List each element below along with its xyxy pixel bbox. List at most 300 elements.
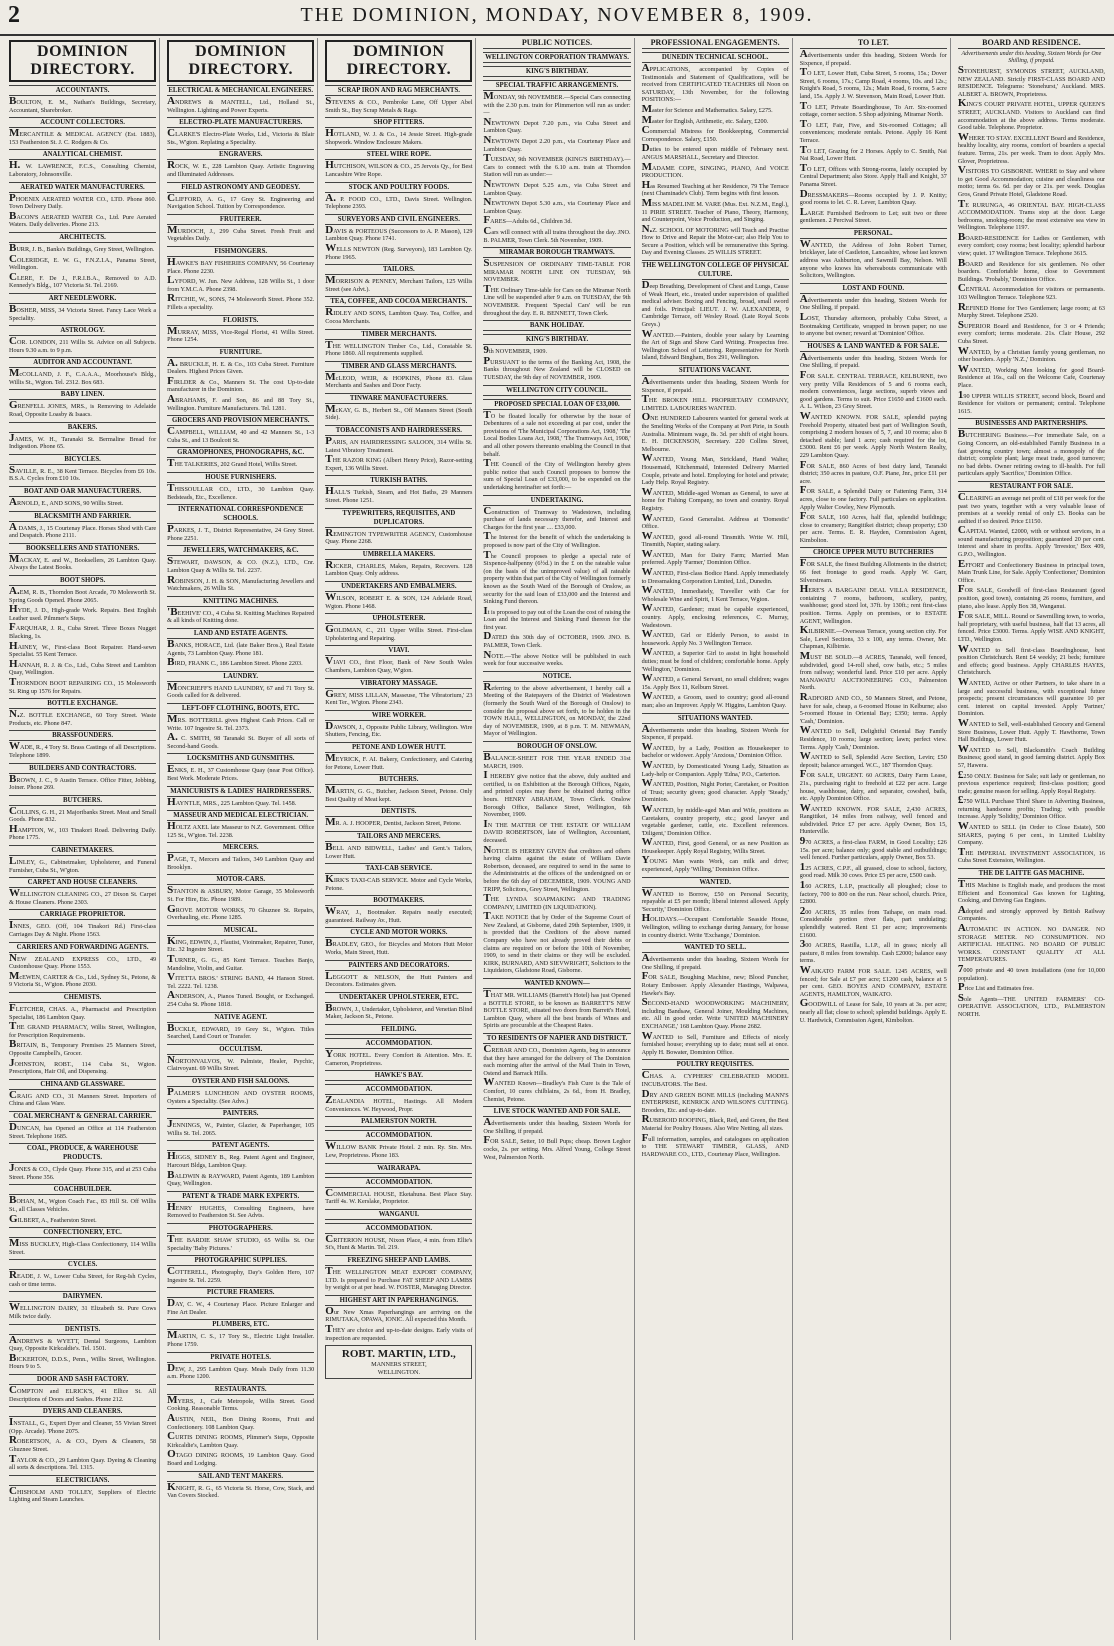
notice-item: Advertisements under this heading, Sixteen Words for One Shilling, if prepaid. (641, 952, 789, 971)
section-heading: HIGHEST ART IN PAPERHANGINGS. (325, 1295, 472, 1306)
notice-heading: CHOICE UPPER MUTU BUTCHERIES (800, 547, 947, 558)
directory-entry: COTTERELL, Photography, Day's Golden Hero, 107 Ingestre St. Tel. 2259. (167, 1265, 315, 1284)
notice-heading: BOROUGH OF ONSLOW. (483, 741, 630, 752)
notice-item: THE BROKEN HILL PROPRIETARY COMPANY, LIMITED. LABOURERS WANTED. (641, 393, 789, 412)
directory-section (9, 698, 156, 727)
notice-heading: THE DE LAITTE GAS MACHINE. (958, 868, 1105, 879)
directory-section (167, 1223, 314, 1252)
section-heading: PRIVATE HOTELS. (167, 1352, 314, 1363)
notice-item: Deep Breathing, Development of Chest and Lungs, Cause of Weak Heart, etc., treated under supervision of qualified medical adviser. Boxing and Fencing, broad, small sword and foils. Principal: LIEUT. J. W. ALEXANDER, 9 Cambridge Terrace, off Wesley Road. (Late Royal Scots Greys.) (641, 279, 789, 329)
notice-item: CHAS. A. CYPHERS' CELEBRATED MODEL INCUBATORS. The Best. (641, 1069, 789, 1088)
column-directory-2 (164, 38, 318, 1640)
section-heading: TEA, COFFEE, AND COCOA MERCHANTS. (325, 296, 472, 307)
notice-item: THIS Machine is English made, and produces the most Efficient and Economical Gas known for Lighting, Cooking, and Driving Gas Engines. (957, 878, 1105, 905)
notice-item: FOR SALE, MILL. Round or Sawmilling town, to works, half proprietary, with useful business, half flat 13 acres, all fenced. Price £3000. Terms. Apply WISE AND KNIGHT, LTD., Wellington. (957, 609, 1105, 643)
directory-entry: NEW ZEALAND EXPRESS CO., LTD., 49 Customhouse Quay. Phone 1553. (9, 951, 157, 971)
directory-section (9, 389, 156, 418)
directory-section (325, 1116, 472, 1127)
notice-item: VISITORS TO GISBORNE. WHERE to Stay and where to get Good Accommodation; cuisine and cleanliness our motto; terms 6s. 6d. per day or 21s. per week. Douglas Gros, Grand Private Hotel, Gladstone Road. (957, 164, 1105, 198)
section-heading: FIELD ASTRONOMY AND GEODESY. (167, 182, 314, 193)
section-heading: ARCHITECTS. (9, 232, 156, 243)
notice-item: IN THE MATTER OF THE ESTATE OF WILLIAM DAVID ROBERTSON, late of Wellington, Accountant, deceased. (483, 817, 631, 844)
notice-item: WANTED KNOWN. FOR SALE, 2,430 ACRES, Rangitikei, 14 miles from railway, well fenced and subdivided. Price £7 per acre. Apply Owner, Box 15, Hunterville. (799, 801, 947, 836)
section-heading: FREEZING SHEEP AND LAMBS. (325, 1255, 472, 1266)
section-heading: LAUNDRY. (167, 671, 314, 682)
notice-item: Advertisements under this heading, Sixteen Words for One Shilling, if prepaid. (799, 292, 947, 312)
directory-entry: A.EM, R. B., Thorndon Boot Arcade, 70 Molesworth St. Spring Goods Opened. Phone 2065. (9, 585, 157, 604)
directory-section (167, 1352, 314, 1381)
directory-section (325, 1038, 472, 1067)
directory-entry: KING, EDWIN, J., Flautist, Vioinmaker, Repairer, Tuner, Etc. 32 Ingestre Street. (167, 934, 315, 954)
section-heading: LOCKSMITHS AND GUNSMITHS. (167, 753, 314, 764)
directory-entry: 'BEEHIVE' CO., 4 Cuba St. Knitting Machines Repaired & all kinds of Knitting done. (167, 605, 315, 625)
section-heading: FURNITURE. (167, 347, 314, 358)
footer-advert (325, 1345, 472, 1379)
directory-entry: LINLEY, G., Cabinetmaker, Upholsterer, and Funeral Furnisher, Cuba St., W'gton. (9, 855, 157, 874)
notice-item: The Council proposes to pledge a special rate of Sixpence-halfpenny (6½d.) in the £ on the rateable value (on the basis of the unimproved value) of all rateable property within that part of the City of Wellington formerly known as the South Ward of the Borough of Onslow, as security for the said loan of £33,000 and the Interest and Sinking Fund thereon. (483, 548, 631, 606)
notice-item: LOST, Thursday afternoon, probably Cuba Street, a Bootmaking Certificate, wrapped in brown paper; no use to anyone but owner; reward at 'Dominion' Office. (799, 311, 947, 338)
column-header: TO LET. (800, 38, 947, 49)
directory-section (167, 842, 314, 871)
section-heading: MERCERS. (167, 842, 314, 853)
section-heading: ELECTRO-PLATE MANUFACTURERS. (167, 117, 314, 128)
directory-section (325, 895, 472, 924)
directory-banner: DOMINION DIRECTORY. (9, 40, 156, 82)
directory-entry: THE GRAND PHARMACY, Willis Street, Wellington, for Prescription Requirements. (9, 1020, 157, 1039)
directory-section (325, 742, 472, 771)
notice-item: Adopted and strongly approved by British Railway Companies. (957, 903, 1105, 923)
directory-entry: DAY, C. W., 4 Courtenay Place. Picture Enlarger and Fine Art Dealer. (167, 1297, 315, 1316)
directory-entry: PALMER'S LUNCHEON AND OYSTER ROOMS, Oysters a Speciality. (See Advs.) (167, 1085, 315, 1105)
column-directory-1 (6, 38, 160, 1640)
section-heading: UPHOLSTERER. (325, 613, 472, 624)
section-heading: CYCLES. (9, 1259, 156, 1270)
notice-item: 160 ACRES, L.I.P., practically all ploughed; close to factory, 700 to 800 on the run. Near school, church. Price, £2800. (799, 879, 947, 906)
directory-section (9, 1406, 156, 1472)
notice-item: WANTED.—Painters, double your salary by Learning the Art of Sign and Show Card Writing. Prospectus free. Wellington School of Lettering. Representative for North Island, Edward Bingham, Box 291, Wellington. (641, 327, 789, 362)
directory-section (325, 863, 472, 892)
directory-entry: GRENFELL JONES, MRS., is Removing to Adelaide Road, Opposite Loasby & Isaacs. (9, 399, 157, 419)
section-heading: CARPET AND HOUSE CLEANERS. (9, 877, 156, 888)
notice-item: THE LYNDA SOAPMAKING AND TRADING COMPANY, LIMITED (IN LIQUIDATION). (483, 892, 631, 911)
directory-section (325, 508, 472, 546)
notice-item: HERE'S A BARGAIN! DEAL VILLA RESIDENCE, containing 7 rooms, bathroom, scullery, pantry, washhouse; good sized lot, 37ft. by 130ft.; rent first-class position. Terms. Apply on premises, or to ESTATE AGENT, Wellington. (799, 583, 947, 625)
directory-entry: MACKAY, E. and W., Booksellers, 26 Lambton Quay. Always the Latest Books. (9, 552, 157, 572)
directory-entry: THE BARDIE SHAW STUDIO, 65 Willis St. Our Speciality 'Baby Pictures.' (167, 1232, 315, 1252)
notice-item: Master for English, Arithmetic, etc. Salary, £200. (641, 113, 769, 126)
notice-item: THE Ordinary Time-table for Cars on the Miramar North Line will be suspended after 9 a.m. on TUESDAY, the 9th NOVEMBER. Frequent 'Special Cars' will be run throughout the day. E. R. BENNETT, Town Clerk. (483, 282, 631, 317)
directory-entry: PARKES, J. T., District Representative, 24 Grey Street. Phone 2251. (167, 523, 315, 542)
notice-heading: UNDERTAKING. (483, 495, 630, 506)
directory-entry: MURRAY, MISS, Vice-Regal Florist, 41 Willis Street. Phone 1254. (167, 324, 315, 344)
directory-entry: THEY are choice and up-to-date designs. Early visits of inspection are requested. (325, 1322, 473, 1342)
column-header: BOARD AND RESIDENCE. (958, 38, 1105, 49)
notice-heading: SITUATIONS WANTED. (642, 713, 789, 724)
directory-section (325, 1255, 472, 1292)
directory-section (325, 361, 472, 390)
directory-entry: MR. A. J. HOOPER, Dentist, Jackson Street, Petone. (325, 816, 462, 829)
notice-item: DRY AND GREEN BONE MILLS (including MANN'S ENTERPRISE, KENRICK AND WILSON'S CUTTING). Brooders, Etc. and up-to-date. (641, 1087, 789, 1114)
notice-item: FOR SALE, 860 Acres of best dairy land, Taranaki district; 350 acres in pasture, O.F. Piane, Jnr., price £11 per acre. (799, 458, 947, 485)
notice-heading: WELLINGTON CITY COUNCIL. (483, 385, 630, 396)
notice-heading: WANTED KNOWN— (483, 978, 630, 989)
section-heading: STOCK AND POULTRY FOODS. (325, 182, 472, 193)
directory-entry: ROBERTSON, A. & CO., Dyers & Cleaners, 58 Ghuznee Street. (9, 1434, 157, 1453)
directory-entry: HOTLAND, W. J. & Co., 14 Jessie Street. High-grade Shopwork. Window Enclosure Makers. (325, 127, 473, 146)
directory-section (167, 1140, 314, 1187)
notice-item: WANTED, by a Christian family young gentleman, no other boarders. Apply 'N.Z.,' Dominion. (957, 344, 1105, 364)
directory-section (167, 117, 314, 146)
notice-item: 7000 private and 40 town installations (one for 10,000 population). (957, 962, 1105, 982)
section-heading: AUDITOR AND ACCOUNTANT. (9, 357, 156, 368)
notice-item: Advertisements under this heading, Sixteen Words for Sixpence, if prepaid. (799, 48, 947, 67)
directory-entry: HANNAH, R. J. & Co., Ltd., Cuba Street and Lambton Quay, Wellington. (9, 657, 157, 677)
advert-line: MANNERS STREET, (371, 1361, 427, 1369)
section-heading: ENGRAVERS. (167, 149, 314, 160)
directory-entry: LYFORD, W. Jun. New Address, 128 Willis St., 1 door from Y.M.C.A. Phone 2398. (167, 274, 315, 293)
notice-item: RADFORD AND CO., 50 Manners Street, and Petone, have for sale, cheap, a 6-roomed House in Kelburne; also 5-roomed House in Oriental Bay; £350; terms. Apply 'Cash,' Dominion. (799, 690, 947, 725)
page-columns (6, 38, 1108, 1640)
advert-line: WELLINGTON. (377, 1368, 421, 1376)
section-heading: OYSTER AND FISH SALOONS. (167, 1076, 314, 1087)
directory-entry: WADE, R., 4 Tory St. Brass Castings of all Descriptions. Telephone 1899. (9, 740, 157, 759)
notice-heading: RESTAURANT FOR SALE. (958, 481, 1105, 492)
notice-item: It is proposed to pay out of the Loan the cost of raising the Loan and the Interest and Sinking Fund thereon for the first year. (483, 604, 631, 631)
section-heading: UNDERTAKERS AND EMBALMERS. (325, 581, 472, 592)
notice-item: WAIKATO FARM FOR SALE. 1245 ACRES, well fenced; for Sale at £7 per acre; £1200 cash, balance at 5 per cent. GEO. BOYES AND COMPANY, ESTATE AGENTS, HAMILTON, WAIKATO. (799, 963, 947, 998)
directory-section (325, 296, 472, 325)
notice-item: WANTED KNOWN. FOR SALE, splendid paying Freehold Property, situated best part of Wellington South, comprising 2 modern houses of 5, 7, and 10 rooms; also 8 detached stable; land 1 acre; cash required for the lot, £3000. Rent £6 per week. Apply North Western Realty, 229 Lambton Quay. (799, 409, 947, 459)
section-heading: BLACKSMITH AND FARRIER. (9, 511, 156, 522)
directory-entry: BROWN, J. C., 9 Austin Terrace. Office Fitter, Jobbing, Joiner. Phone 269. (9, 772, 157, 792)
section-heading: MANICURISTS & LADIES' HAIRDRESSERS. (167, 786, 314, 797)
directory-section (325, 806, 472, 828)
section-heading: ACCOMMODATION. (325, 1223, 472, 1234)
notice-item: FOR SALE. CENTRAL TERRACE, KELBURNE, two very pretty Villa Residences of 5 and 6 rooms each, modern conveniences, large sections, superb views and good gardens. Terms to suit. Price £1650 and £1600 each. A. L. Wilson, 23 Grey Street. (799, 369, 947, 411)
directory-section (9, 730, 156, 759)
directory-entry: SAVILLE, R. E., 38 Kent Terrace. Bicycles from £6 10s. B.S.A. Cycles from £10 10s. (9, 463, 157, 483)
notice-item: APPLICATIONS, accompanied by Copies of Testimonials and Statement of Qualifications, will be received from CERTIFICATED TEACHERS till Noon on SATURDAY, 13th November, for the following POSITIONS:— (641, 62, 789, 104)
section-heading: JEWELLERS, WATCHMAKERS, &C. (167, 545, 314, 556)
directory-section (325, 645, 472, 674)
directory-section (9, 1184, 156, 1224)
notice-item: Master for Science and Mathematics. Salary, £275. (641, 102, 773, 115)
section-heading: UNDERTAKER UPHOLSTERER, ETC. (325, 992, 472, 1003)
notice-item: TO LET, Grazing for 2 Horses. Apply to C. Smith, Nai Nai Road, Lower Hutt. (799, 143, 947, 163)
directory-entry: ROCK, W. E., 228 Lambton Quay. Artistic Engraving and Illuminated Addresses. (167, 159, 315, 178)
section-heading: CHEMISTS. (9, 992, 156, 1003)
directory-section (167, 703, 314, 750)
notice-item: Advertisements under this heading, Sixteen Words for Sixpence, if prepaid. (641, 375, 789, 394)
section-heading: OCCULTISM. (167, 1044, 314, 1055)
notice-item: WANTED, Good Generalist. Address at 'Domestic' Office. (641, 511, 789, 531)
directory-section (167, 472, 314, 501)
section-heading: DAIRYMEN. (9, 1291, 156, 1302)
notice-heading: WANTED. (642, 877, 789, 888)
directory-entry: ABRAHAMS, F. and Son, 86 and 88 Tory St., Wellington. Furniture Manufacturers. Tel. 1281. (167, 393, 315, 412)
directory-section (325, 549, 472, 578)
section-heading: PHOTOGRAPHIC SUPPLIES. (167, 1255, 314, 1266)
directory-section (325, 117, 472, 146)
notice-item: SUSPENSION OF ORDINARY TIME-TABLE FOR MIRAMAR NORTH LINE ON TUESDAY, 9th NOVEMBER. (483, 257, 631, 284)
directory-section (9, 117, 156, 146)
directory-section (167, 1471, 314, 1500)
directory-section (167, 1012, 314, 1041)
directory-entry: WELLS NEWTON (Reg. Surveyors), 183 Lambton Qy. Phone 1965. (325, 241, 473, 261)
section-heading: MUSICAL. (167, 925, 314, 936)
section-heading: LAND AND ESTATE AGENTS. (167, 628, 314, 639)
section-heading: BOOTMAKERS. (325, 895, 472, 906)
notice-item: TO LET, Offices with Strong-rooms, lately occupied by Central Department; also Store. Apply Hall and Knight, 37 Panama Street. (799, 161, 947, 188)
section-heading: DENTISTS. (9, 1324, 156, 1335)
notice-item: PURSUANT to the terms of the Banking Act, 1908, the Banks throughout New Zealand will be CLOSED on TUESDAY, the 9th day of NOVEMBER, 1909. (483, 354, 631, 382)
notice-item: AUTOMATIC IN ACTION. NO DANGER. NO STORAGE METER. NO CONSUMPTION. NO ARTIFICIAL HEATING. NO BOARD OF PUBLIC WORKS. CONSTANT QUALITY AT ALL TEMPERATURES. (957, 922, 1105, 964)
directory-section (325, 927, 472, 956)
directory-section (167, 1076, 314, 1105)
notice-item: 200 ACRES, 35 miles from Taihape, on main road. Considerable portion river flats, part undulating; splendidly watered. Rent £1 per acre; improvements £1600. (799, 904, 947, 939)
directory-section (9, 1291, 156, 1320)
directory-section (167, 447, 314, 469)
directory-entry: CRAIG AND CO., 31 Manners Street. Importers of China and Glass Ware. (9, 1088, 157, 1108)
section-heading: SAIL AND TENT MAKERS. (167, 1471, 314, 1482)
section-heading: FEILDING. (325, 1024, 472, 1035)
directory-entry: THE RAZOR KING (Albert Henry Price), Razor-setting Expert, 136 Willis Street. (325, 453, 473, 472)
notice-item: WANTED, by a Lady, Position as Housekeeper to bachelor or widower. Apply 'Anxious,' Dominion Office. (641, 740, 789, 760)
directory-section (167, 1108, 314, 1137)
notice-item: 190 UPPER WILLIS STREET, second block, Board and Residence for visitors or permanent; central. Telephone 1615. (957, 388, 1105, 415)
directory-section (167, 1287, 314, 1316)
notice-heading: NOTICE. (483, 671, 630, 682)
directory-entry: McEWEN, CARTER & Co., Ltd., Sydney St., Petone, & 9 Victoria St., W'gton. Phone 2030. (9, 969, 157, 989)
directory-entry: ROBINSON, J. H. & SON, Manufacturing Jewellers and Watchmakers, 26 Willis St. (167, 573, 315, 593)
directory-entry: ANDREWS & WYETT, Dental Surgeons, Lambton Quay, Opposite Kirkcaldie's. Tel. 1501. (9, 1333, 157, 1353)
directory-entry: BOSHER, MISS, 34 Victoria Street. Fancy Lace Work a Speciality. (9, 302, 157, 322)
directory-entry: BANKS, HORACE, Ltd. (late Baker Bros.), Real Estate Agents, 73 Lambton Quay. Phone 181. (167, 637, 315, 657)
directory-entry: ZEALANDIA HOTEL, Hastings. All Modern Conveniences. W. Heywood, Propr. (325, 1094, 473, 1113)
directory-section (325, 1177, 472, 1206)
directory-entry: KIRK'S TAXI-CAB SERVICE. Motor and Cycle Works, Petone. (325, 873, 473, 892)
notice-item: WANTED, by middle-aged Man and Wife, positions as Caretakers, country property, etc.; good lawyer and vegetable gardener, cattle, etc. Excellent references. 'Diligent,' Dominion Office. (641, 802, 789, 837)
notice-item: CREBAR AND CO., Dominion Agents, beg to announce that they have arranged for the delivery of The Dominion each morning after the arrival of the Mail Train in Town, Ostend and Barrack Hills. (483, 1043, 631, 1077)
section-heading: PALMERSTON NORTH. (325, 1116, 472, 1127)
notice-item: BOARD and Residence for six gentlemen. No other boarders. Comfortable home, close to Government Buildings. 'Probably,' Dominion Office. (957, 256, 1105, 283)
section-heading: TURKISH BATHS. (325, 475, 472, 486)
directory-section (325, 264, 472, 293)
directory-entry: ARNOLD, E., AND SONS, 90 Willis Street. (9, 496, 124, 509)
notice-item: Full information, samples, and catalogues on application to THE STEWART TIMBER, GLASS, AND HARDWARE CO., LTD., Courtenay Place, Wellington. (641, 1131, 789, 1158)
notice-item: WANTED, Middle-aged Woman as General, to save at home for Fishing Company, no town and country. Royal Registry. (641, 485, 789, 512)
directory-entry: DEW, J., 295 Lambton Quay. Meals Daily from 11.30 a.m. Phone 1200. (167, 1361, 315, 1381)
section-heading: ELECTRICIANS. (9, 1475, 156, 1486)
notice-item: WANTED, by Domesticated Young Lady, Situation as Lady-help or Companion. Apply 'Edna,' P.O., Carterton. (641, 758, 789, 778)
directory-entry: JAMES, W. H., Taranaki St. Bermaline Bread for Indigestion. Phone 65. (9, 431, 157, 451)
notice-item: MADAME COPE, SINGING, PIANO, And VOICE PRODUCTION. (641, 160, 789, 180)
section-heading: BRASSFOUNDERS. (9, 730, 156, 741)
section-heading: PICTURE FRAMERS. (167, 1287, 314, 1298)
notice-item: WANTED, a Superior Girl to assist in light household duties; must be fond of children; comfortable home. Apply 'Wellington,' Dominion. (641, 646, 789, 673)
directory-section (167, 315, 314, 344)
directory-entry: KNIGHT, R. G., 65 Victoria St. Horse, Cow, Stack, and Van Covers Stocked. (167, 1480, 315, 1500)
directory-section (325, 613, 472, 642)
section-heading: BUILDERS AND CONTRACTORS. (9, 763, 156, 774)
section-heading: FLORISTS. (167, 315, 314, 326)
directory-entry: MURDOCH, J., 299 Cuba Street. Fresh Fruit and Vegetables Daily. (167, 223, 315, 243)
directory-entry: Our New Xmas Paperhangings are arriving on the RIMUTAKA, OPAWA, IONIC. All expected this Month. (325, 1304, 473, 1324)
directory-entry: OTAGO DINING ROOMS, 19 Lambton Quay. Good Board and Lodging. (167, 1448, 315, 1467)
notice-item: WANTED, a General Servant, no small children; wages 15s. Apply Box 11, Kelburn Street. (641, 672, 789, 691)
directory-entry: MEYRICK, F. AI. Bakery, Confectionery, and Catering for Petone, Lower Hutt. (325, 751, 473, 771)
section-heading: DYERS AND CLEANERS. (9, 1406, 156, 1417)
directory-entry: THE WELLINGTON MEAT EXPORT COMPANY, LTD. Is prepared to Purchase FAT SHEEP AND LAMBS by weight or at per head. W. FOSTER, Managing Director. (325, 1264, 473, 1292)
notice-heading: LIVE STOCK WANTED AND FOR SALE. (483, 1106, 630, 1117)
directory-section (325, 774, 472, 803)
section-heading: TYPEWRITERS, REQUISITES, AND DUPLICATORS. (325, 508, 472, 528)
section-heading: GRAMOPHONES, PHONOGRAPHS, &C. (167, 447, 314, 458)
notice-heading: PERSONAL. (800, 228, 947, 239)
section-heading: TAILORS. (325, 264, 472, 275)
directory-section (325, 329, 472, 358)
section-heading: COAL, PRODUCE, & WAREHOUSE PRODUCTS. (9, 1143, 156, 1163)
section-heading: VIBRATORY MASSAGE. (325, 678, 472, 689)
directory-entry: McCOLLAND, J. F., C.A.A.A., Moorhouse's Bldg., Willis St., Wgton. Tel. 2312. Box 683. (9, 367, 157, 386)
section-heading: PATENT AGENTS. (167, 1140, 314, 1151)
notice-item: Advertisements under this heading, Sixteen Words for Sixpence, if prepaid. (641, 722, 789, 742)
notice-item: MONDAY, 9th NOVEMBER.—Special Cars connecting with the 2.30 p.m. train for Plimmerton will run as under:— (483, 90, 631, 117)
directory-section (325, 1130, 472, 1159)
column-header: PROFESSIONAL ENGAGEMENTS. (642, 38, 789, 49)
directory-entry: WELLINGTON CLEANING CO., 27 Dixon St. Carpet & House Cleaners. Phone 2303. (9, 887, 157, 906)
section-heading: ACCOMMODATION. (325, 1038, 472, 1049)
notice-item: WANTED, First, good General, or as new Position as Housekeeper. Apply Royal Registry, Willis Street. (641, 836, 789, 855)
notice-heading: MIRAMAR BOROUGH TRAMWAYS. (483, 247, 630, 258)
notice-heading: HOUSES & LAND WANTED & FOR SALE. (800, 341, 947, 352)
section-heading: PATENT & TRADE MARK EXPERTS. (167, 1191, 314, 1202)
notice-item: TAKE NOTICE that by Order of the Supreme Court of New Zealand, at Gisborne, dated 29th September, 1909, it is provided that the Creditors of the above named Company who have not already proved their debts or claims are required on or before the 10th of November, 1909, to send in their claims or they will be excluded. KIRK, BURNARD, AND SIEVWRIGHT, Solicitors to the Liquidators, Gladstone Road, Gisborne. (483, 910, 631, 975)
section-heading: TOBACCONISTS AND HAIRDRESSERS. (325, 425, 472, 436)
notice-item: WANTED, good all-round Tinsmith. Write W. Hill, Tinsmith, Napier, stating salary. (641, 529, 789, 549)
notice-item: HOLIDAYS.—Occupant Comfortable Seaside House, Wellington, willing to exchange during January, for house in country district. Write 'Exchange,' Dominion. (641, 912, 789, 939)
notice-item: GOODWILL of Lease for Sale, 10 years at 3s. per acre; nearly all flat; close to school; splendid buildings. Apply E. U. Hardwick, Commission Agent, Kimbolton. (799, 997, 947, 1024)
section-heading: KNITTING MACHINES. (167, 596, 314, 607)
directory-entry: NORTONVALVOS, W. Palmiste, Healer, Psychic, Clairvoyant. 69 Willis Street. (167, 1053, 315, 1073)
directory-section (325, 831, 472, 860)
column-to-let (797, 38, 951, 1640)
section-heading: SCRAP IRON AND RAG MERCHANTS. (325, 85, 472, 96)
directory-entry: BRADLEY, GEO., for Bicycles and Motors Hutt Motor Works, Main Street, Hutt. (325, 937, 473, 957)
directory-section (9, 1111, 156, 1140)
directory-entry: HALL'S Turkish, Steam, and Hot Baths, 29 Manners Street. Phone 1251. (325, 485, 473, 505)
directory-section (167, 753, 314, 782)
notice-item: EFFORT and Confectionery Business in principal town, Main Trunk Line, for Sale. Apply 'Confectioner,' Dominion Office. (957, 557, 1105, 584)
newspaper-title: THE DOMINION, MONDAY, NOVEMBER 8, 1909. (300, 4, 814, 26)
directory-section (9, 575, 156, 695)
section-heading: WANGANUI. (325, 1209, 472, 1220)
notice-item: DATED this 30th day of OCTOBER, 1909. JNO. B. PALMER, Town Clerk. (483, 630, 631, 650)
notice-item: WANTED to Borrow, £50 on Personal Security, repayable at £5 per month; liberal interest allowed. Apply 'Security,' Dominion Office. (641, 886, 789, 913)
directory-entry: McLEOD, WEIR, & HOPKINS, Phone 83. Glass Merchants and Sashes and Door Facty. (325, 370, 473, 390)
notice-heading: WELLINGTON CORPORATION TRAMWAYS. (485, 54, 629, 61)
notice-item: WHERE TO STAY. EXCELLENT Board and Residence, healthy locality, airy rooms, comfort of boarders a special feature. Terms, 21s. per week. Tram to door. Apply Mrs. Glover, Proprietress. (957, 130, 1105, 165)
directory-section (9, 357, 156, 386)
directory-entry: A DAMS, J., 15 Courtenay Place. Horses Shod with Care and Despatch. Phone 2111. (9, 520, 157, 540)
column-professional-engagements (639, 38, 793, 1640)
directory-entry: HIGGS, SIDNEY B., Reg. Patent Agent and Engineer, Harcourt Bldgs, Lambton Quay. (167, 1150, 315, 1169)
directory-section (167, 628, 314, 668)
page-number: 2 (8, 2, 20, 28)
section-heading: SHOP FITTERS. (325, 117, 472, 128)
column-subheader: Advertisements under this heading, Sixteen Words for One Shilling, if prepaid. (961, 51, 1102, 64)
directory-section (325, 214, 472, 261)
directory-section (167, 786, 314, 808)
notice-item: FARES—Adults 6d., Children 3d. (483, 214, 572, 227)
notice-item: Advertisements under this heading, Sixteen Words for One Shilling, if prepaid. (483, 1116, 631, 1135)
directory-entry: GOLDMAN, C., 211 Upper Willis Street. First-class Upholstering and Repairing. (325, 623, 473, 642)
directory-entry: GILBERT, A., Featherston Street. (9, 1212, 97, 1225)
directory-entry: COLLINS, G. H., 21 Majoribanks Street. Meat and Small Goods. Phone 832. (9, 804, 157, 824)
notice-item: WANTED to Sell, Blacksmith's Coach Building Business; good stand, in good farming district. Apply Box 57, Hawera. (957, 742, 1105, 769)
notice-item: NEWTOWN Depot 2.20 p.m., via Courtenay Place and Lambton Quay. (483, 133, 631, 153)
section-heading: UMBRELLA MAKERS. (325, 549, 472, 560)
directory-entry: THORNDON BOOT REPAIRING CO., 15 Molesworth St. Ring up 1576 for Repairs. (9, 675, 157, 695)
directory-section (9, 942, 156, 989)
directory-section (325, 85, 472, 114)
notice-item: Advertisements under this heading, Sixteen Words for One Shilling, if prepaid. (799, 350, 947, 370)
directory-section (9, 232, 156, 290)
directory-entry: FARQUHAR, J. R., Cuba Street. Three Boxes Nugget Blacking, 1s. (9, 621, 157, 640)
notice-heading: BANK HOLIDAY. (483, 320, 630, 331)
notice-item: BUTCHERING Business.—For immediate Sale, on a Going Concern, an old-established Family Business in a fast growing country town; almost a monopoly of the district; complete plant; large meat trade, good turnover; no bad debts. Owner retiring owing to ill-health. For full particulars apply 'Sacrifice,' Dominion Office. (957, 428, 1105, 478)
directory-section (325, 149, 472, 178)
directory-entry: COMMERCIAL HOUSE, Eketahuna. Best Place Stay. Tariff 4s. W. Kerslake, Proprietor. (325, 1186, 473, 1206)
notice-item: WANTED to Sell first-class Boardinghouse, best position Christchurch. Rent £4 weekly; 21 beds; furniture and effects; good business. Apply CHARLES HAYES, Christchurch. (957, 642, 1105, 677)
notice-item: NOTICE IS HEREBY GIVEN that creditors and others having claims against the estate of William Davie Robertson, deceased, are required to send in the same to the Administratrix at the offices of the undersigned on or before the 6th day of DECEMBER, 1909. YOUNG AND TRIPP, Solicitors, Grey Street, Wellington. (483, 843, 631, 893)
directory-section (325, 1295, 472, 1342)
directory-section (167, 596, 314, 625)
directory-entry: HAINEY, W., First-class Boot Repairer. Hand-sewn Specialist. 55 Kent Terrace. (9, 639, 157, 659)
notice-item: FOR SALE, Setter, 10 Bull Pups; cheap. Brown Leghor cocks, 2s. per setting. Mrs. Alfred Young, College Street West, Palmerston North. (483, 1134, 631, 1161)
notice-item: £250 ONLY. Business for Sale; suit lady or gentleman, no previous experience required; first-class position; good trade; genuine reason for selling. Apply Royal Registry. (957, 768, 1105, 795)
directory-entry: BICKERTON, D.D.S., Penn., Willis Street, Wellington. Hours 9 to 5. (9, 1351, 157, 1371)
section-heading: ART NEEDLEWORK. (9, 293, 156, 304)
directory-section (325, 1084, 472, 1113)
directory-section (9, 909, 156, 938)
directory-section (167, 874, 314, 921)
directory-entry: JENNINGS, W., Painter, Glazier, & Paperhanger, 105 Willis St. Tel. 2065. (167, 1118, 315, 1137)
directory-entry: HUTCHISON, WILSON & CO., 25 Jervois Qy., for Best Lancashire Wire Rope. (325, 159, 473, 178)
notice-item: WANTED to Sell, Furniture and Effects of nicely furnished house; everything up to date; must sell at once. Apply H. Bowater, Dominion Office. (641, 1029, 789, 1056)
section-heading: DOOR AND SASH FACTORY. (9, 1374, 156, 1385)
notice-item: 125 ACRES, C.P.F., all grassed, close to school, factory, good road. Milk 30 cows. Price £5 per acre, £500 cash. (799, 860, 947, 880)
directory-entry: WELLINGTON DAIRY, 31 Elizabeth St. Pure Cows Milk twice daily. (9, 1301, 157, 1321)
notice-item: BALANCE-SHEET FOR THE YEAR ENDED 31st MARCH, 1909. (483, 751, 631, 770)
directory-entry: CURTIS DINING ROOMS, Plimmer's Steps, Opposite Kirkcaldie's, Lambton Quay. (167, 1430, 315, 1449)
section-heading: BOOT SHOPS. (9, 575, 156, 586)
section-heading: LEFT-OFF CLOTHING, BOOTS, ETC. (167, 703, 314, 714)
section-heading: TINWARE MANUFACTURERS. (325, 393, 472, 404)
directory-section (9, 1079, 156, 1108)
section-heading: ELECTRICAL & MECHANICAL ENGINEERS. (168, 87, 314, 94)
notice-item: TE RURUNGA, 46 ORIENTAL BAY. HIGH-CLASS ACCOMMODATION. Trams stop at the door. Large bedrooms, smoking-room; the most extensive sea view in Wellington. Telephone 1197. (957, 197, 1105, 232)
section-heading: HOUSE FURNISHERS. (167, 472, 314, 483)
section-heading: ANALYTICAL CHEMIST. (9, 149, 156, 160)
directory-entry: COLERIDGE, E. W. G., F.N.Z.I.A., Panama Street, Wellington. (9, 252, 157, 272)
notice-item: WANTED, Girl or Elderly Person, to assist in housework. Apply No. 3 Wellington Terrace. (641, 628, 789, 647)
section-heading: FISHMONGERS. (167, 246, 314, 257)
section-heading: CHINA AND GLASSWARE. (9, 1079, 156, 1090)
directory-entry: WILSON, ROBERT E. & SON, 124 Adelaide Road, Wgton. Phone 1468. (325, 591, 473, 610)
directory-section (167, 1384, 314, 1468)
directory-entry: BOULTON, E. M., Nathan's Buildings, Secretary, Accountant, Sharebroker. (9, 95, 157, 114)
